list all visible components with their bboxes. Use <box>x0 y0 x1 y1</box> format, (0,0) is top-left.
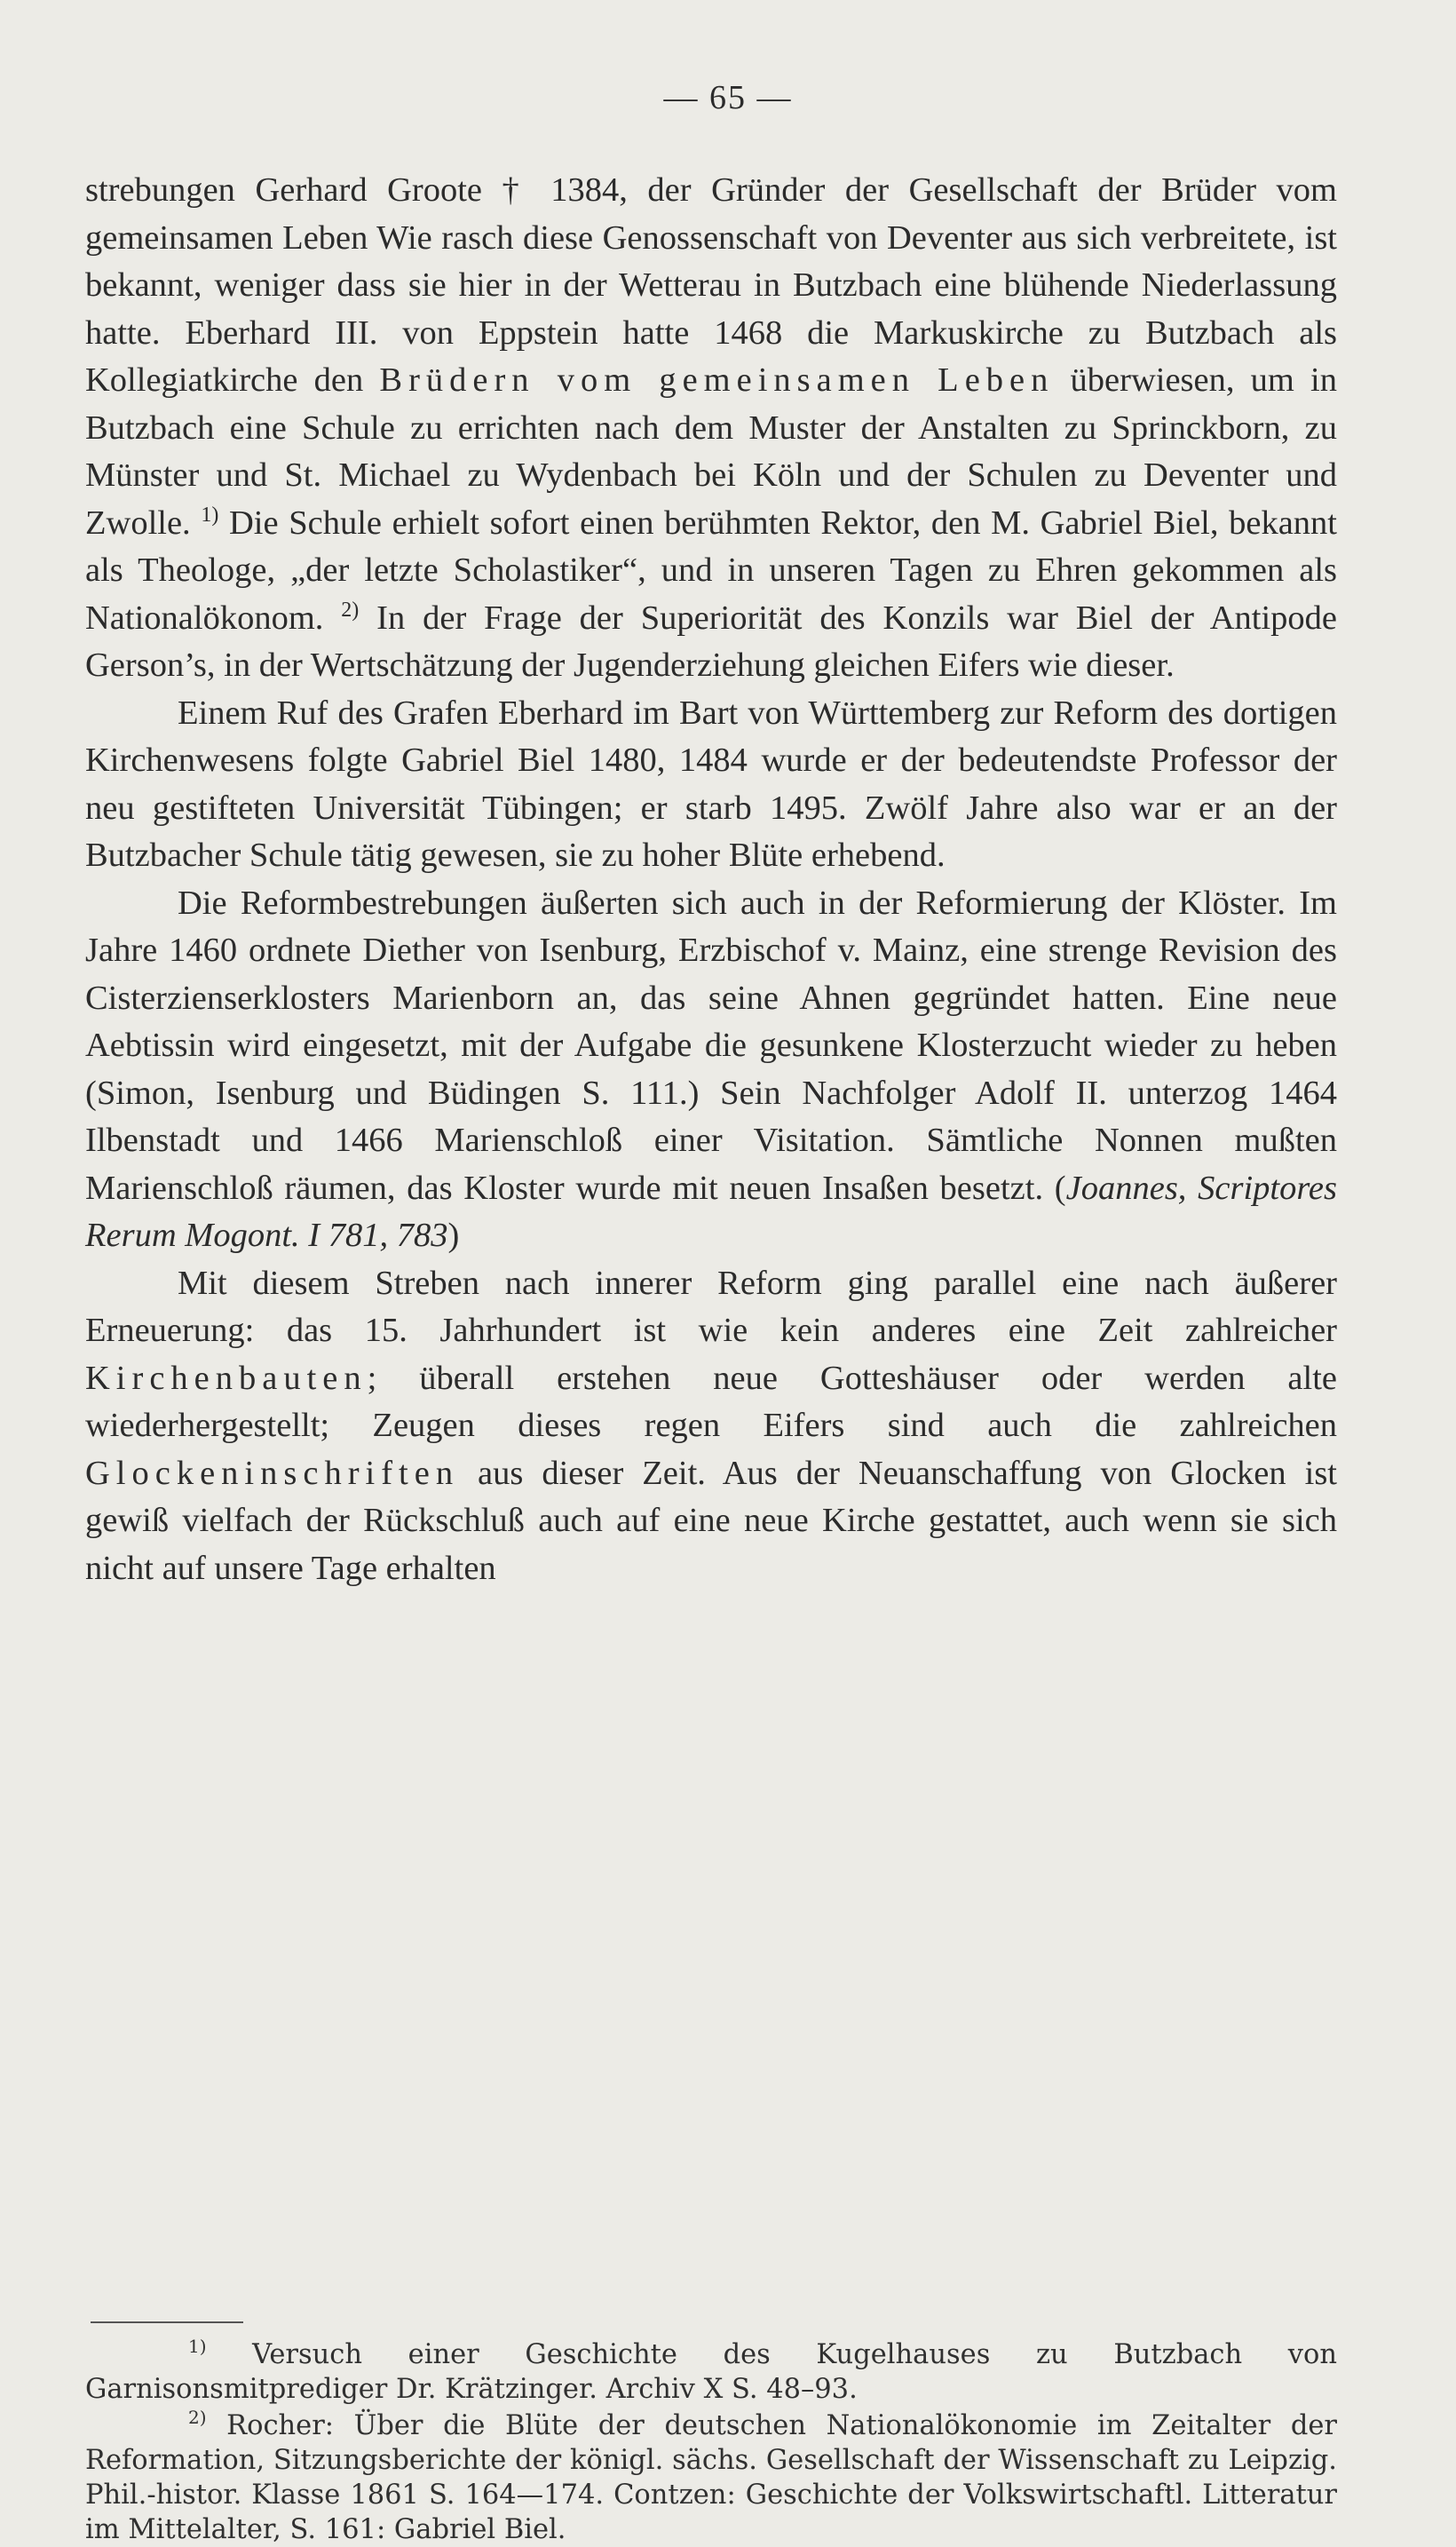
footnote-divider <box>91 2321 243 2323</box>
italic-citation: Joannes, Scriptores Rerum Mogont. I 781, 783 <box>85 1169 1338 1254</box>
footnotes <box>85 2337 1337 2547</box>
paragraph-brethren-common-life <box>85 167 1337 690</box>
text-span: Einem Ruf des Grafen Eberhard im Bart von Württemberg zur Reform des dortigen Kirchenwesens folgte Gabriel Biel 1480, 1484 wurde er der bedeutendste Professor der neu gestifteten Universität Tübingen; er starb 1495. Zwölf Jahre also war er an der Butzbacher Schule tätig gewesen, sie zu hoher Blüte erhebend. <box>85 694 1337 874</box>
spaced-emphasis: Kirchenbauten <box>85 1359 368 1397</box>
footnote-2 <box>85 2408 1337 2547</box>
footnote-1 <box>85 2337 1337 2407</box>
page-number: — 65 — <box>663 79 793 116</box>
paragraph-monastery-reform <box>85 880 1337 1260</box>
spaced-emphasis: Glockeninschriften <box>85 1454 460 1492</box>
footnote-text: Rocher: Über die Blüte der deutschen Nationalökonomie im Zeitalter der Reformation, Sitzungsberichte der königl. sächs. Gesellschaft der Wissenschaft zu Leipzig. Phil.-histor. Klasse 1861 S. 164—174. Contzen: Geschichte der Volkswirtschaftl. Litteratur im Mittelalter, S. 161: Gabriel Biel. <box>85 2410 1337 2545</box>
main-text <box>85 167 1337 1592</box>
text-span: strebungen Gerhard Groote † 1384, der Gründer der Gesellschaft der Brüder vom gemeinsamen Leben Wie rasch diese Genossenschaft von Deventer aus sich verbreitete, ist bekannt, weniger dass sie hier in der Wetterau in Butzbach eine blühende Niederlassung hatte. Eberhard III. von Eppstein hatte 1468 die Markuskirche zu Butzbach als Kollegiatkirche den <box>85 171 1337 399</box>
text-span: aus dieser Zeit. Aus der Neuanschaffung von Glocken ist gewiß vielfach der Rückschluß auch auf eine neue Kirche gestattet, auch wenn sie sich nicht auf unsere Tage erhalten <box>85 1454 1337 1587</box>
text-span: Die Schule erhielt sofort einen berühmten Rektor, den M. Gabriel Biel, bekannt als Theologe, „der letzte Scholastiker“, und in unseren Tagen zu Ehren gekommen als Nationalökonom. <box>85 504 1337 637</box>
spaced-emphasis: Brüdern vom gemeinsamen Leben <box>379 361 1055 399</box>
footnote-text: Versuch einer Geschichte des Kugelhauses zu Butzbach von Garnisonsmitprediger Dr. Krätzinger. Archiv X S. 48–93. <box>85 2339 1337 2405</box>
paragraph-gabriel-biel <box>85 690 1337 880</box>
text-span: Mit diesem Streben nach innerer Reform ging parallel eine nach äußerer Erneuerung: das 15. Jahrhundert ist wie kein anderes eine Zeit zahlreicher <box>85 1264 1337 1349</box>
paragraph-church-building <box>85 1260 1337 1593</box>
text-span: ; überall erstehen neue Gotteshäuser oder werden alte wiederhergestellt; Zeugen dieses regen Eifers sind auch die zahlreichen <box>85 1359 1337 1444</box>
text-span: Die Reformbestrebungen äußerten sich auch in der Reformierung der Klöster. Im Jahre 1460 ordnete Diether von Isenburg, Erzbischof v. Mainz, eine strenge Revision des Cisterzienserklosters Marienborn an, das seine Ahnen gegründet hatten. Eine neue Aebtissin wird eingesetzt, mit der Aufgabe die gesunkene Klosterzucht wieder zu heben (Simon, Isenburg und Büdingen S. 111.) Sein Nachfolger Adolf II. unterzog 1464 Ilbenstadt und 1466 Marienschloß einer Visitation. Sämtliche Nonnen mußten Marienschloß räumen, das Kloster wurde mit neuen Insaßen besetzt. ( <box>85 884 1337 1207</box>
footnote-mark: 1) <box>188 2336 207 2357</box>
footnote-ref-1: 1) <box>201 503 219 527</box>
text-span: In der Frage der Superiorität des Konzils war Biel der Antipode Gerson’s, in der Wertschätzung der Jugenderziehung gleichen Eifers wie dieser. <box>85 599 1337 684</box>
text-span: ) <box>447 1217 460 1254</box>
footnote-ref-2: 2) <box>341 598 360 622</box>
footnote-mark: 2) <box>188 2407 207 2428</box>
text-span: überwiesen, um in Butzbach eine Schule zu errichten nach dem Muster der Anstalten zu Sprinckborn, zu Münster und St. Michael zu Wydenbach bei Köln und der Schulen zu Deventer und Zwolle. <box>85 361 1337 542</box>
